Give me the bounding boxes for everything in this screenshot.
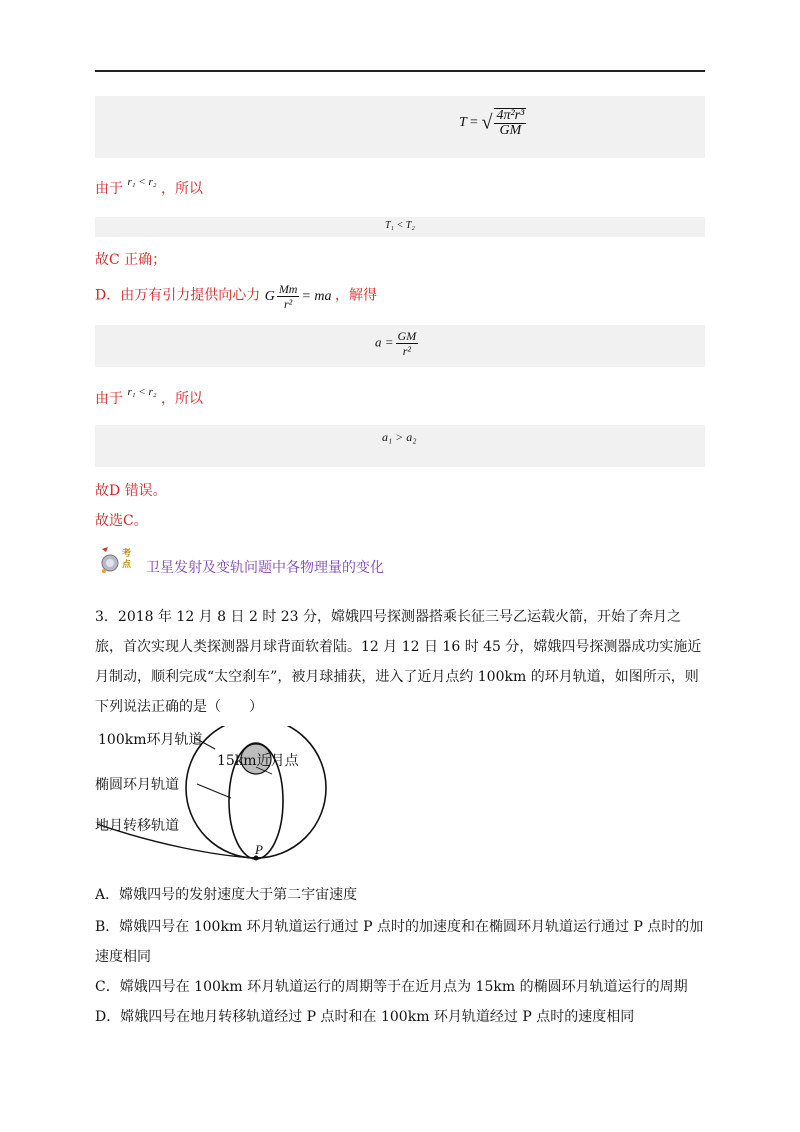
period-compare: T₁ < T₂ [385, 220, 415, 231]
because2-prefix: 由于 [95, 391, 123, 407]
header-rule [95, 70, 705, 72]
label-ellipse-orbit: 椭圆环月轨道 [95, 777, 179, 793]
acceleration-denominator: r² [402, 344, 411, 358]
gravity-denominator: r² [284, 297, 293, 311]
acceleration-numerator: GM [397, 329, 417, 343]
option-d: D．嫦娥四号在地月转移轨道经过 P 点时和在 100km 环月轨道经过 P 点时的速度相同 [95, 1009, 635, 1025]
label-point-p: P [255, 842, 263, 857]
knowledge-point-badge: 考点 [122, 549, 132, 570]
orbit-figure [95, 726, 355, 866]
d-wrong-text: 故D 错误。 [95, 483, 167, 499]
equation-accel-compare-box [95, 425, 705, 467]
acceleration-lhs: a = [375, 334, 394, 350]
accel-compare: a₁ > a₂ [382, 430, 417, 444]
equation-period: T = √ $\frac{\text{4π²r³}}{GM}$ [459, 108, 525, 138]
label-transfer-orbit: 地月转移轨道 [95, 818, 179, 834]
equation-period-box [95, 96, 705, 158]
r-inequality-2: r₁ < r₂ [127, 386, 157, 398]
because-line-1 [95, 176, 203, 198]
gravity-formula [264, 282, 335, 311]
d-intro-suffix: ，解得 [335, 287, 378, 304]
because2-suffix: ，所以 [161, 391, 204, 407]
knowledge-point-label: 卫星发射及变轨问题中各物理量的变化 [146, 560, 384, 576]
gravity-rhs: = ma [301, 288, 332, 304]
equation-acceleration-box [95, 325, 705, 367]
label-15km-perilune: 15km近月点 [217, 753, 299, 769]
because-line-2 [95, 386, 203, 408]
sqrt-symbol: √ [481, 111, 493, 134]
r-inequality: r₁ < r₂ [127, 176, 157, 188]
d-intro-prefix: D．由万有引力提供向心力 [95, 287, 261, 304]
because-suffix: ，所以 [161, 181, 204, 197]
option-a: A．嫦娥四号的发射速度大于第二宇宙速度 [95, 887, 358, 903]
knowledge-point-icon [96, 543, 144, 577]
period-numerator: 4π²r³ [496, 108, 525, 123]
because-prefix: 由于 [95, 181, 123, 197]
c-correct-text: 故C 正确； [95, 252, 167, 268]
answer-choose-text: 故选C。 [95, 513, 148, 529]
d-intro-line [95, 282, 377, 311]
question-stem: 3．2018 年 12 月 8 日 2 时 23 分，嫦娥四号探测器搭乘长征三号乙运载火箭，开始了奔月之旅，首次实现人类探测器月球背面软着陆。12 月 12 日 16 时 45 分，嫦娥四号探测器成功实施近月制动，顺利完成“太空刹车”，被月球捕获，进入了近月点约 100km 的环月轨道，如图所示，则下列说法正确的是（ ） [95, 609, 702, 715]
period-symbol: T [459, 115, 467, 131]
period-denominator: GM [499, 123, 522, 138]
gravity-g: G [264, 288, 275, 304]
gravity-numerator: Mm [278, 282, 298, 296]
equation-acceleration [375, 329, 420, 358]
equation-period-compare-box [95, 217, 705, 237]
label-100km-orbit: 100km环月轨道 [98, 732, 203, 748]
option-b: B．嫦娥四号在 100km 环月轨道运行通过 P 点时的加速度和在椭圆环月轨道运行通过 P 点时的加速度相同 [95, 919, 704, 965]
option-c: C．嫦娥四号在 100km 环月轨道运行的周期等于在近月点为 15km 的椭圆环月轨道运行的周期 [95, 979, 688, 995]
